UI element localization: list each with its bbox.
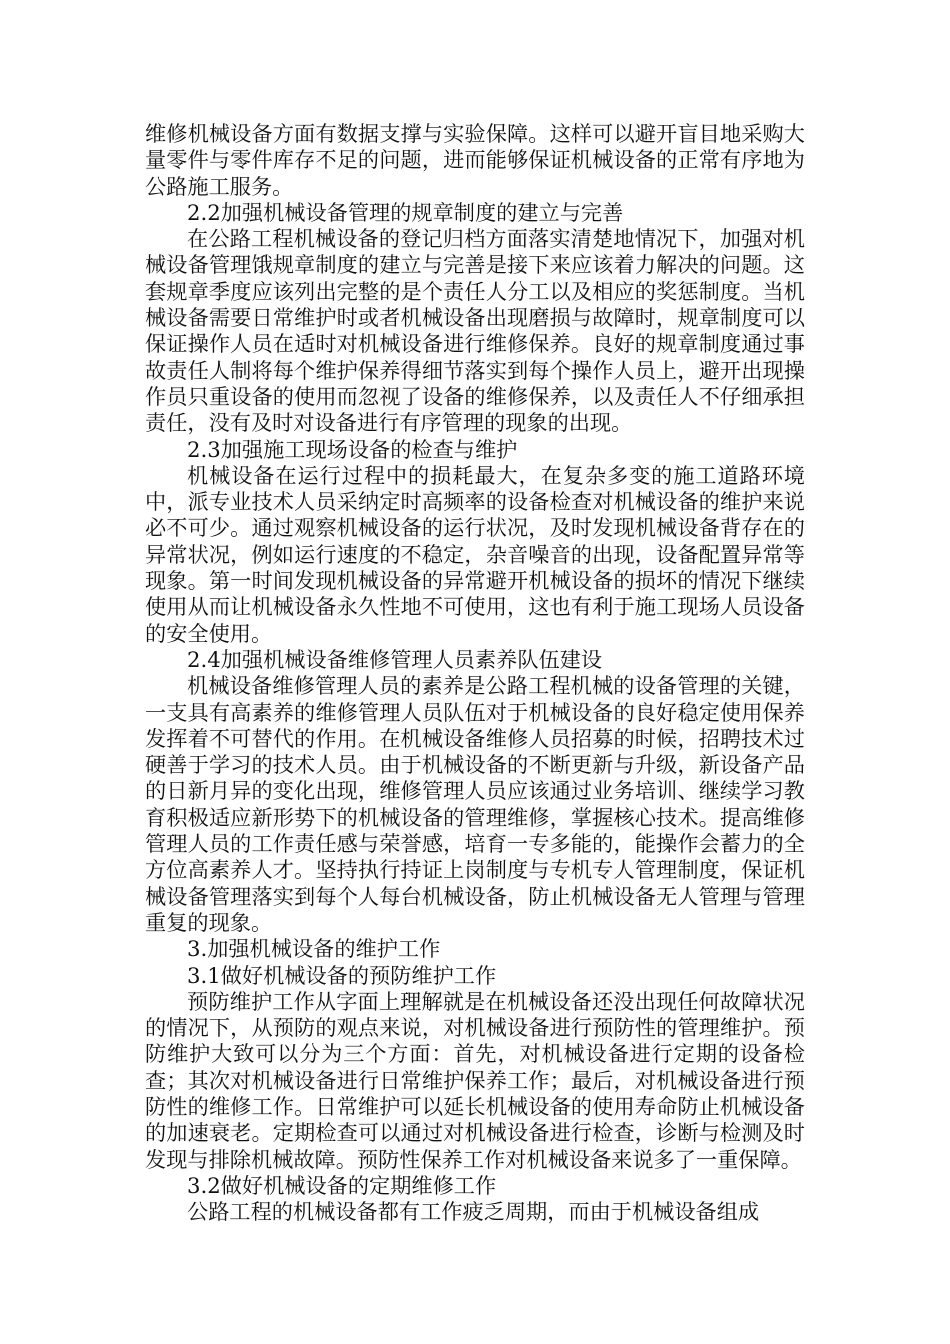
paragraph: 公路工程的机械设备都有工作疲乏周期，而由于机械设备组成 — [187, 1199, 760, 1225]
section-heading-2-4: 2.4加强机械设备维修管理人员素养队伍建设 — [187, 646, 603, 672]
section-heading-3-1: 3.1做好机械设备的预防维护工作 — [187, 962, 497, 988]
paragraph: 预防维护工作从字面上理解就是在机械设备还没出现任何故障状况的情况下，从预防的观点来说，对机械设备进行预防性的管理维护。预防维护大致可以分为三个方面：首先，对机械设备进行定期的设备检查；其次对机械设备进行日常维护保养工作；最后，对机械设备进行预防性的维修工作。日常维护可以延长机械设备的使用寿命防止机械设备的加速衰老。定期检查可以通过对机械设备进行检查，诊断与检测及时发现与排除机械故障。预防性保养工作对机械设备来说多了一重保障。 — [145, 988, 805, 1172]
section-heading-3-2: 3.2做好机械设备的定期维修工作 — [187, 1172, 497, 1198]
section-heading-3: 3.加强机械设备的维护工作 — [187, 936, 441, 962]
paragraph: 机械设备在运行过程中的损耗最大，在复杂多变的施工道路环境中，派专业技术人员采纳定时高频率的设备检查对机械设备的维护来说必不可少。通过观察机械设备的运行状况，及时发现机械设备背存在的异常状况，例如运行速度的不稳定，杂音噪音的出现，设备配置异常等现象。第一时间发现机械设备的异常避开机械设备的损坏的情况下继续使用从而让机械设备永久性地不可使用，这也有利于施工现场人员设备的安全使用。 — [145, 462, 805, 646]
section-heading-2-2: 2.2加强机械设备管理的规章制度的建立与完善 — [187, 199, 624, 225]
paragraph: 在公路工程机械设备的登记归档方面落实清楚地情况下，加强对机械设备管理饿规章制度的建立与完善是接下来应该着力解决的问题。这套规章季度应该列出完整的是个责任人分工以及相应的奖惩制度。当机械设备需要日常维护时或者机械设备出现磨损与故障时，规章制度可以保证操作人员在适时对机械设备进行维修保养。良好的规章制度通过事故责任人制将每个维护保养得细节落实到每个操作人员上，避开出现操作员只重设备的使用而忽视了设备的维修保养，以及责任人不仔细承担责任，没有及时对设备进行有序管理的现象的出现。 — [145, 226, 805, 436]
section-heading-2-3: 2.3加强施工现场设备的检查与维护 — [187, 436, 518, 462]
paragraph: 机械设备维修管理人员的素养是公路工程机械的设备管理的关键，一支具有高素养的维修管理人员队伍对于机械设备的良好稳定使用保养发挥着不可替代的作用。在机械设备维修人员招募的时候，招聘技术过硬善于学习的技术人员。由于机械设备的不断更新与升级，新设备产品的日新月异的变化出现，维修管理人员应该通过业务培训、继续学习教育积极适应新形势下的机械设备的管理维修，掌握核心技术。提高维修管理人员的工作责任感与荣誉感，培育一专多能的，能操作会蓄力的全方位高素养人才。坚持执行持证上岗制度与专机专人管理制度，保证机械设备管理落实到每个人每台机械设备，防止机械设备无人管理与管理重复的现象。 — [145, 673, 805, 935]
document-page — [145, 121, 805, 1225]
paragraph-continued: 维修机械设备方面有数据支撑与实验保障。这样可以避开盲目地采购大量零件与零件库存不足的问题，进而能够保证机械设备的正常有序地为公路施工服务。 — [145, 121, 805, 199]
